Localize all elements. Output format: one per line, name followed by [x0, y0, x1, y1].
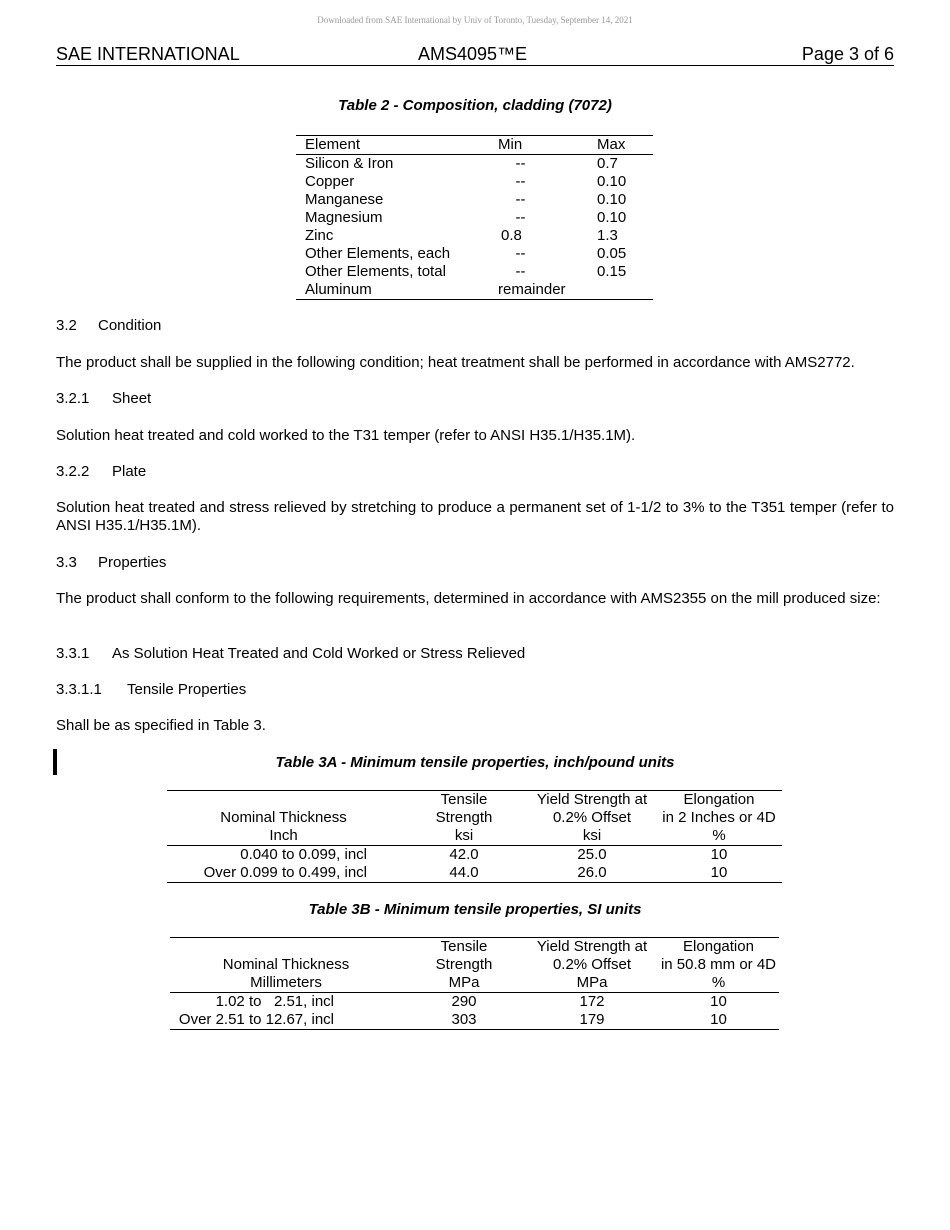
min-value: -- — [515, 191, 526, 208]
element-cell: Silicon & Iron — [305, 155, 394, 172]
section-number: 3.2.1 — [56, 390, 90, 407]
tensile-cell: 44.0 — [449, 864, 479, 881]
table-row — [296, 173, 653, 191]
min-cell — [498, 245, 593, 263]
table-row — [296, 263, 653, 281]
min-cell: remainder — [498, 281, 566, 298]
column-header: ksi — [400, 827, 528, 846]
min-cell — [498, 209, 593, 227]
min-value: -- — [515, 155, 526, 172]
table-row — [170, 993, 779, 1012]
table-row — [167, 846, 782, 865]
yield-cell: 179 — [579, 1011, 605, 1028]
section-title: Sheet — [112, 390, 152, 407]
table-row — [167, 864, 782, 883]
table-row — [296, 155, 653, 174]
tensile-table-si — [170, 937, 779, 1030]
column-header: ksi — [528, 827, 656, 846]
min-value: -- — [515, 173, 526, 190]
max-cell: 0.10 — [597, 191, 627, 208]
max-cell: 0.7 — [597, 155, 618, 172]
table-header-row — [170, 974, 779, 993]
paragraph-3-2-1: Solution heat treated and cold worked to the T31 temper (refer to ANSI H35.1/H35.1M). — [56, 427, 636, 444]
column-header: Min — [498, 136, 593, 155]
min-cell — [498, 173, 593, 191]
table-row — [296, 191, 653, 209]
max-cell: 0.05 — [597, 245, 627, 262]
paragraph-3-3: The product shall conform to the following requirements, determined in accordance with AMS2355 on the mill produced size: — [56, 590, 881, 607]
paragraph-3-3-1-1: Shall be as specified in Table 3. — [56, 717, 266, 734]
section-title: Condition — [98, 317, 162, 334]
min-value: 0.8 — [501, 227, 522, 244]
yield-cell: 26.0 — [577, 864, 607, 881]
section-heading-3-2 — [56, 317, 894, 335]
composition-table — [296, 135, 653, 300]
table3b-caption: Table 3B - Minimum tensile properties, SI units — [308, 901, 642, 918]
element-cell: Zinc — [305, 227, 334, 244]
header-page-number: Page 3 of 6 — [801, 44, 894, 64]
table-header-row — [167, 809, 782, 827]
table-row — [296, 281, 653, 300]
section-number: 3.2.2 — [56, 463, 90, 480]
elongation-cell: 10 — [710, 846, 728, 863]
section-number: 3.2 — [56, 317, 77, 334]
min-cell — [498, 155, 593, 174]
tensile-cell: 42.0 — [449, 846, 479, 863]
column-header: Max — [593, 136, 653, 155]
column-header: Element — [296, 136, 498, 155]
max-cell: 0.15 — [597, 263, 627, 280]
section-number: 3.3 — [56, 554, 77, 571]
min-cell — [498, 263, 593, 281]
column-header: Strength — [435, 809, 493, 826]
column-header: MPa — [402, 974, 526, 993]
element-cell: Other Elements, total — [305, 263, 446, 280]
section-number: 3.3.1.1 — [56, 681, 102, 698]
yield-cell: 25.0 — [577, 846, 607, 863]
column-header: 0.2% Offset — [552, 956, 632, 973]
section-heading-3-3-1 — [56, 645, 894, 663]
column-header: Yield Strength at — [536, 938, 648, 955]
column-header: Yield Strength at — [536, 791, 648, 808]
section-heading-3-2-1 — [56, 390, 894, 408]
column-header: Millimeters — [170, 974, 402, 993]
column-header: Nominal Thickness — [220, 809, 347, 826]
column-header — [167, 791, 400, 810]
min-cell — [498, 227, 593, 245]
section-heading-3-3-1-1 — [56, 681, 894, 699]
column-header: % — [656, 827, 782, 846]
header-org: SAE INTERNATIONAL — [56, 44, 240, 64]
column-header: % — [658, 974, 779, 993]
min-value: -- — [515, 263, 526, 280]
table-header-row — [296, 136, 653, 155]
section-heading-3-2-2 — [56, 463, 894, 481]
table-header-row — [170, 938, 779, 957]
element-cell: Aluminum — [305, 281, 372, 298]
table-header-row — [167, 827, 782, 846]
column-header: in 50.8 mm or 4D — [660, 956, 777, 973]
paragraph-3-2-2: Solution heat treated and stress relieved by stretching to produce a permanent set of 1-1/2 to 3% to the T351 temper (refer to ANSI H35.1/H35.1M). — [56, 499, 894, 534]
section-title: Plate — [112, 463, 147, 480]
page-header — [56, 44, 894, 66]
header-doc-number: AMS4095™E — [418, 44, 528, 64]
tensile-table-inch — [167, 790, 782, 883]
yield-cell: 172 — [579, 993, 605, 1010]
table2-caption: Table 2 - Composition, cladding (7072) — [338, 97, 612, 114]
thickness-cell: 0.040 to 0.099, incl — [240, 846, 367, 863]
download-watermark: Downloaded from SAE International by Univ of Toronto, Tuesday, September 14, 2021 — [317, 15, 633, 25]
max-cell — [593, 281, 653, 300]
tensile-cell: 290 — [451, 993, 477, 1010]
section-number: 3.3.1 — [56, 645, 90, 662]
table-row — [296, 227, 653, 245]
column-header: MPa — [526, 974, 658, 993]
column-header: Elongation — [683, 791, 755, 808]
table-header-row — [167, 791, 782, 810]
max-cell: 0.10 — [597, 173, 627, 190]
paragraph-3-2: The product shall be supplied in the following condition; heat treatment shall be performed in accordance with AMS2772. — [56, 354, 855, 371]
column-header: Elongation — [683, 938, 754, 955]
max-cell: 1.3 — [597, 227, 618, 244]
section-heading-3-3 — [56, 554, 894, 572]
tensile-cell: 303 — [451, 1011, 477, 1028]
thickness-cell: 1.02 to 2.51, incl — [215, 993, 334, 1010]
elongation-cell: 10 — [710, 993, 727, 1010]
column-header: Strength — [435, 956, 493, 973]
min-value: -- — [515, 209, 526, 226]
column-header — [170, 938, 402, 957]
element-cell: Magnesium — [305, 209, 383, 226]
section-title: Properties — [98, 554, 167, 571]
thickness-cell: Over 2.51 to 12.67, incl — [178, 1011, 334, 1028]
column-header: in 2 Inches or 4D — [662, 809, 776, 826]
table-row — [170, 1011, 779, 1030]
table-row — [296, 245, 653, 263]
elongation-cell: 10 — [710, 864, 728, 881]
column-header: Tensile — [440, 791, 488, 808]
section-title: As Solution Heat Treated and Cold Worked or Stress Relieved — [112, 645, 526, 662]
min-value: -- — [515, 245, 526, 262]
table-header-row — [170, 956, 779, 974]
element-cell: Other Elements, each — [305, 245, 451, 262]
section-title: Tensile Properties — [127, 681, 247, 698]
column-header: Inch — [167, 827, 400, 846]
column-header: Tensile — [440, 938, 488, 955]
element-cell: Copper — [305, 173, 355, 190]
element-cell: Manganese — [305, 191, 384, 208]
column-header: 0.2% Offset — [552, 809, 632, 826]
elongation-cell: 10 — [710, 1011, 727, 1028]
min-cell — [498, 191, 593, 209]
column-header: Nominal Thickness — [222, 956, 350, 973]
table-row — [296, 209, 653, 227]
max-cell: 0.10 — [597, 209, 627, 226]
thickness-cell: Over 0.099 to 0.499, incl — [203, 864, 367, 881]
table3a-caption: Table 3A - Minimum tensile properties, inch/pound units — [275, 754, 675, 771]
